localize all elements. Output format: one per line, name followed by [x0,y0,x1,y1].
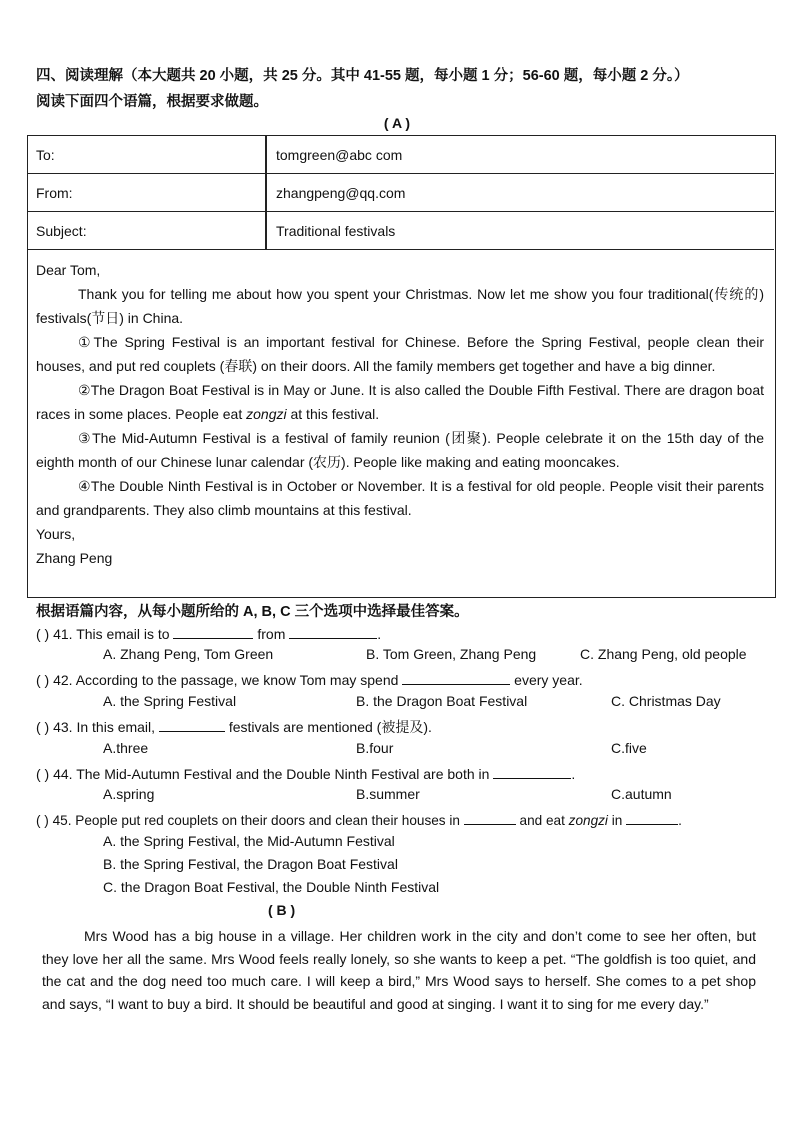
answer-blank[interactable] [159,717,225,732]
option-44-c[interactable]: C.autumn [611,786,672,802]
passage-b-text: Mrs Wood has a big house in a village. Her children work in the city and don’t come to see her often, but they love her all the same. Mrs Wood feels really lonely, so she wants to keep a pet. “The goldfish is too quiet, and the cat and the dog need too much care. I will keep a bird,” Mrs Wood says to herself. She comes to a pet shop and says, “I want to buy a bird. It should be beautiful and good at singing. I want it to sing for me every day.” [42,928,756,1012]
answer-blank[interactable] [289,624,377,639]
email-to-value: tomgreen@abc com [276,147,403,163]
festival-paragraph-2: ②The Dragon Boat Festival is in May or June. It is also called the Double Fifth Festival. There are dragon boat races in some places. People eat zongzi at this festival. [36,382,764,422]
email-closing: Yours, [36,526,76,542]
option-45-a[interactable]: A. the Spring Festival, the Mid-Autumn Festival [103,833,395,849]
email-intro: Thank you for telling me about how you spent your Christmas. Now let me show you four traditional(传统的) festivals(节日) in China. [36,286,764,326]
question-42: ( ) 42. According to the passage, we know Tom may spend every year. [36,672,583,688]
question-45: ( ) 45. People put red couplets on their doors and clean their houses in and eat zongzi in . [36,810,682,828]
answer-blank[interactable] [464,810,516,825]
option-41-c[interactable]: C. Zhang Peng, old people [580,646,747,662]
email-to-label: To: [36,147,55,163]
festival-paragraph-3: ③The Mid-Autumn Festival is a festival of family reunion (团聚). People celebrate it on the 15th day of the eighth month of our Chinese lunar calendar (农历). People like making and eating mooncakes. [36,430,764,470]
section-instruction: 阅读下面四个语篇，根据要求做题。 [36,94,268,110]
answer-blank[interactable] [402,670,510,685]
festival-paragraph-4: ④The Double Ninth Festival is in October or November. It is a festival for old people. People visit their parents and grandparents. They also climb mountains at this festival. [36,478,764,518]
email-subject-label: Subject: [36,223,87,239]
answer-blank[interactable] [173,624,253,639]
option-41-b[interactable]: B. Tom Green, Zhang Peng [366,646,537,662]
option-42-b[interactable]: B. the Dragon Boat Festival [356,693,528,709]
option-41-a[interactable]: A. Zhang Peng, Tom Green [103,646,274,662]
festival-paragraph-1: ①The Spring Festival is an important festival for Chinese. Before the Spring Festival, people clean their houses, and put red couplets (春联) on their doors. All the family members get together and have a big dinner. [36,334,764,374]
option-43-c[interactable]: C.five [611,740,647,756]
option-45-c[interactable]: C. the Dragon Boat Festival, the Double Ninth Festival [103,879,440,895]
email-signature: Zhang Peng [36,550,113,566]
option-42-a[interactable]: A. the Spring Festival [103,693,237,709]
question-41: ( ) 41. This email is to from . [36,626,382,642]
answer-blank[interactable] [493,764,571,779]
question-43: ( ) 43. In this email, festivals are mentioned (被提及). [36,719,432,735]
option-44-b[interactable]: B.summer [356,786,420,802]
email-greeting: Dear Tom, [36,262,101,278]
option-43-b[interactable]: B.four [356,740,394,756]
option-43-a[interactable]: A.three [103,740,149,756]
questions-instruction: 根据语篇内容，从每小题所给的 A, B, C 三个选项中选择最佳答案。 [36,604,469,620]
email-subject-value: Traditional festivals [276,223,396,239]
email-to-row [28,136,774,174]
option-45-b[interactable]: B. the Spring Festival, the Dragon Boat Festival [103,856,398,872]
question-44: ( ) 44. The Mid-Autumn Festival and the Double Ninth Festival are both in . [36,766,576,782]
email-subject-row [28,212,774,250]
section-title: 四、阅读理解（本大题共 20 小题，共 25 分。其中 41-55 题，每小题 1 分；56-60 题，每小题 2 分。） [36,68,689,84]
option-42-c[interactable]: C. Christmas Day [611,693,721,709]
email-from-value: zhangpeng@qq.com [276,185,406,201]
email-box [27,135,776,598]
email-from-row [28,174,774,212]
email-from-label: From: [36,185,73,201]
passage-a-label: ( A ) [383,115,411,131]
answer-blank[interactable] [626,810,678,825]
passage-b-label: ( B ) [268,902,296,918]
option-44-a[interactable]: A.spring [103,786,155,802]
email-body [36,258,764,570]
